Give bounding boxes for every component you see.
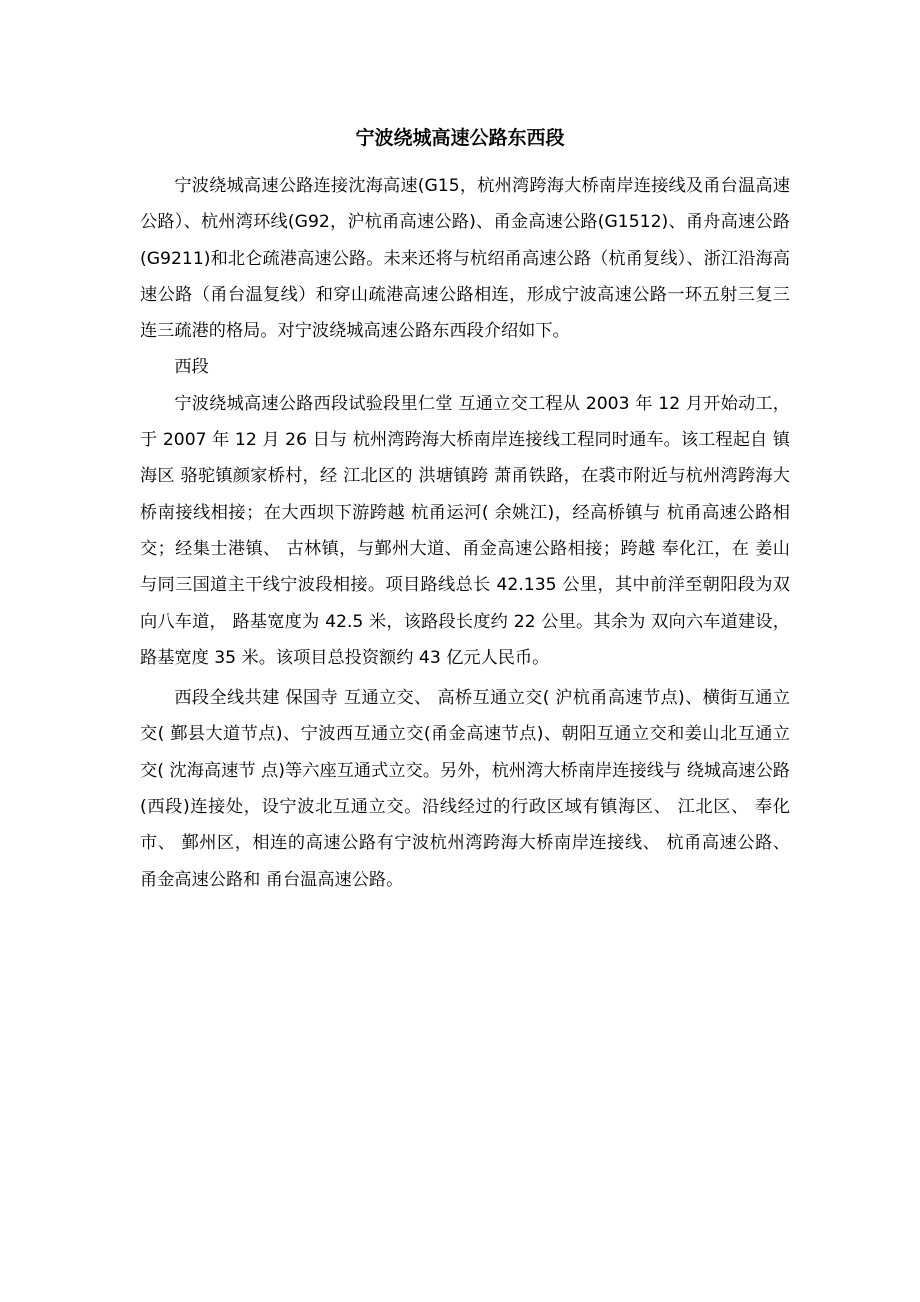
section-heading-west: 西段	[174, 357, 209, 378]
document-title: 宁波绕城高速公路东西段	[355, 127, 565, 149]
west-paragraph-1: 宁波绕城高速公路西段试验段里仁堂 互通立交工程从 2003 年 12 月开始动工，于 2007 年 12 月 26 日与 杭州湾跨海大桥南岸连接线工程同时通车。该工程起自 镇海区 骆驼镇颜家桥村，经 江北区的 洪塘镇跨 萧甬铁路，在裘市附近与杭州湾跨海大桥南接线相接；在大西坝下游跨越 杭甬运河( 余姚江)，经高桥镇与 杭甬高速公路相交；经集士港镇、 古林镇，与鄞州大道、甬金高速公路相接；跨越 奉化江，在 姜山与同三国道主干线宁波段相接。项目路线总长 42.135 公里，其中前洋至朝阳段为双向八车道， 路基宽度为 42.5 米，该路段长度约 22 公里。其余为 双向六车道建设，路基宽度 35 米。该项目总投资额约 43 亿元人民币。	[140, 393, 790, 668]
west-paragraph-2: 西段全线共建 保国寺 互通立交、 高桥互通立交( 沪杭甬高速节点)、横街互通立交( 鄞县大道节点)、宁波西互通立交(甬金高速节点)、朝阳互通立交和姜山北互通立交( 沈海高速节 点)等六座互通式立交。另外，杭州湾大桥南岸连接线与 绕城高速公路(西段)连接处，设宁波北互通立交。沿线经过的行政区域有镇海区、 江北区、 奉化市、 鄞州区，相连的高速公路有宁波杭州湾跨海大桥南岸连接线、 杭甬高速公路、 甬金高速公路和 甬台温高速公路。	[140, 688, 790, 890]
intro-paragraph: 宁波绕城高速公路连接沈海高速(G15，杭州湾跨海大桥南岸连接线及甬台温高速公路）、杭州湾环线(G92，沪杭甬高速公路)、甬金高速公路(G1512)、甬舟高速公路(G9211)和北仑疏港高速公路。未来还将与杭绍甬高速公路（杭甬复线）、浙江沿海高速公路（甬台温复线）和穿山疏港高速公路相连，形成宁波高速公路一环五射三复三连三疏港的格局。对宁波绕城高速公路东西段介绍如下。	[140, 176, 790, 342]
document-body	[140, 168, 790, 898]
